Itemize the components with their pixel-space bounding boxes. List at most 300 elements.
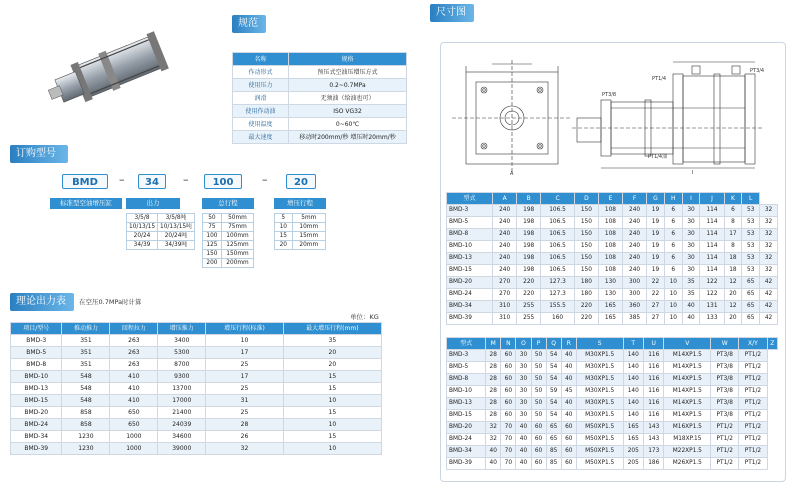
opt-code: 200 xyxy=(203,259,222,268)
dim-header: I xyxy=(682,193,700,205)
force-value: 28 xyxy=(206,419,283,431)
opt-desc: 150mm xyxy=(221,250,253,259)
dim-value: 150 xyxy=(574,253,598,265)
force-row xyxy=(11,383,382,395)
opt-desc: 3/5/8吨 xyxy=(158,214,195,223)
dim-header: A xyxy=(493,193,517,205)
dim-value: 6 xyxy=(664,265,682,277)
dim-value: 19 xyxy=(647,205,665,217)
force-value: 263 xyxy=(110,359,158,371)
dim-value: 130 xyxy=(598,277,622,289)
spec-value: ISO VG32 xyxy=(289,105,407,118)
opt-code: 5 xyxy=(275,214,293,223)
dim-value: 108 xyxy=(598,205,622,217)
spec-value: 移动时200mm/秒 增压时20mm/秒 xyxy=(289,131,407,144)
boost-options xyxy=(274,213,326,250)
dim-value: M30XP1.5 xyxy=(576,398,623,410)
dim-value: 114 xyxy=(700,205,724,217)
dim-value: 54 xyxy=(546,410,561,422)
dim-value: PT1/2 xyxy=(711,422,739,434)
dim-value: 40 xyxy=(516,446,531,458)
dim-value: 85 xyxy=(546,446,561,458)
spec-title: 规范 xyxy=(232,15,266,33)
dim-value: 32 xyxy=(760,241,778,253)
dim-value: 65 xyxy=(546,422,561,434)
dim-value: 40 xyxy=(486,446,501,458)
dim-row xyxy=(447,313,778,325)
opt-desc: 20mm xyxy=(292,241,325,250)
force-value: 15 xyxy=(283,371,381,383)
dim-row xyxy=(447,386,778,398)
dim-value: 240 xyxy=(493,217,517,229)
dim-value: 116 xyxy=(643,410,663,422)
dim-header: Z xyxy=(767,338,777,350)
opt-code: 150 xyxy=(203,250,222,259)
dim-value: 6 xyxy=(664,241,682,253)
dim-value: PT1/2 xyxy=(739,398,767,410)
dim-value: 19 xyxy=(647,229,665,241)
dim-value: 122 xyxy=(700,289,724,301)
dim-value: M30XP1.5 xyxy=(576,386,623,398)
force-model: BMD-39 xyxy=(11,443,62,455)
dim-value: 114 xyxy=(700,241,724,253)
dim-value: M26XP1.5 xyxy=(664,458,711,470)
dim-value: 28 xyxy=(486,410,501,422)
dim-value: 12 xyxy=(724,277,742,289)
order-label-series: 标准型空油增压缸 xyxy=(50,198,122,209)
dim-row xyxy=(447,398,778,410)
dim-value: 240 xyxy=(493,241,517,253)
dim-value: 116 xyxy=(643,350,663,362)
force-value: 548 xyxy=(62,395,110,407)
force-model: BMD-24 xyxy=(11,419,62,431)
dim-value: 32 xyxy=(760,265,778,277)
dim-value: 108 xyxy=(598,265,622,277)
opt-code: 20 xyxy=(275,241,293,250)
dim-value: 60 xyxy=(501,374,516,386)
dim-value: 122 xyxy=(700,277,724,289)
dim-value: 30 xyxy=(682,217,700,229)
dim-value: M14XP1.5 xyxy=(664,374,711,386)
dim-model: BMD-34 xyxy=(447,301,493,313)
dim-value: 85 xyxy=(546,458,561,470)
opt-desc: 10mm xyxy=(292,223,325,232)
dim-value: 140 xyxy=(623,398,643,410)
dim-header: Q xyxy=(546,338,561,350)
dim-value: 60 xyxy=(531,458,546,470)
opt-desc: 20/24吨 xyxy=(158,232,195,241)
spec-key: 使用温度 xyxy=(233,118,289,131)
dim-value: 240 xyxy=(493,229,517,241)
dim-value: 65 xyxy=(742,289,760,301)
dim-value: 53 xyxy=(742,229,760,241)
dim-value: 150 xyxy=(574,205,598,217)
dim-value: 30 xyxy=(682,205,700,217)
force-model: BMD-34 xyxy=(11,431,62,443)
dim-value: 6 xyxy=(664,229,682,241)
spec-row xyxy=(233,79,407,92)
force-value: 5300 xyxy=(158,347,206,359)
force-table xyxy=(10,322,382,455)
force-row xyxy=(11,431,382,443)
opt-code: 50 xyxy=(203,214,222,223)
dim-value: PT1/2 xyxy=(739,362,767,374)
order-code-force: 34 xyxy=(138,174,166,189)
dim-value: 165 xyxy=(623,422,643,434)
dim-value: 127.3 xyxy=(541,277,575,289)
dim-model: BMD-39 xyxy=(447,313,493,325)
dim-value: PT1/2 xyxy=(739,458,767,470)
dim-value: 60 xyxy=(501,350,516,362)
dim-value: PT1/2 xyxy=(739,446,767,458)
dim-value: 65 xyxy=(742,313,760,325)
dim-value: 150 xyxy=(574,241,598,253)
dim-value: 30 xyxy=(516,386,531,398)
dim-header: C xyxy=(541,193,575,205)
dim-value: 42 xyxy=(760,301,778,313)
dim-header: J xyxy=(700,193,724,205)
dim-value: 18 xyxy=(724,253,742,265)
force-value: 10 xyxy=(283,443,381,455)
dim-model: BMD-15 xyxy=(447,265,493,277)
spec-row xyxy=(233,105,407,118)
force-value: 21400 xyxy=(158,407,206,419)
dim-value: 53 xyxy=(742,205,760,217)
force-model: BMD-5 xyxy=(11,347,62,359)
force-row xyxy=(11,395,382,407)
dim-row xyxy=(447,434,778,446)
spec-value: 预压式空油压增压方式 xyxy=(289,66,407,79)
opt-code: 10/13/15 xyxy=(127,223,158,232)
order-dash: – xyxy=(119,173,125,186)
opt-code: 75 xyxy=(203,223,222,232)
dim-value: 240 xyxy=(493,265,517,277)
dim-row xyxy=(447,289,778,301)
dim-row xyxy=(447,217,778,229)
dim-value: 116 xyxy=(643,374,663,386)
force-value: 263 xyxy=(110,335,158,347)
dim-header: N xyxy=(501,338,516,350)
dim-model: BMD-39 xyxy=(447,458,486,470)
dim-header: D xyxy=(574,193,598,205)
dim-value: 165 xyxy=(598,313,622,325)
dim-value: 198 xyxy=(517,265,541,277)
dim-value: 108 xyxy=(598,217,622,229)
dim-value: 53 xyxy=(742,253,760,265)
dim-row xyxy=(447,253,778,265)
spec-row xyxy=(233,66,407,79)
dim-value: 30 xyxy=(516,374,531,386)
dim-value: 143 xyxy=(643,434,663,446)
force-row xyxy=(11,371,382,383)
dim-header: O xyxy=(516,338,531,350)
dim-value: 150 xyxy=(574,265,598,277)
cylinder-product-image xyxy=(48,26,188,126)
force-value: 1230 xyxy=(62,443,110,455)
dim-value: 255 xyxy=(517,313,541,325)
dim-value: 360 xyxy=(623,301,647,313)
dim-value: PT1/2 xyxy=(739,434,767,446)
drawing-label: PT3/4 xyxy=(750,68,765,74)
dim-value: 106.5 xyxy=(541,241,575,253)
stroke-options xyxy=(202,213,254,268)
dim-value: 385 xyxy=(623,313,647,325)
dim-value: 32 xyxy=(760,217,778,229)
dims-title: 尺寸图 xyxy=(430,4,474,22)
force-value: 8700 xyxy=(158,359,206,371)
dim-value: 30 xyxy=(516,362,531,374)
dim-value: 310 xyxy=(493,301,517,313)
order-label-boost: 增压行程 xyxy=(274,198,326,209)
dim-value: 10 xyxy=(664,301,682,313)
dim-value: 60 xyxy=(501,386,516,398)
dim-value: 65 xyxy=(742,277,760,289)
dim-header: K xyxy=(724,193,742,205)
order-code-stroke: 100 xyxy=(204,174,242,189)
dim-value: 30 xyxy=(682,265,700,277)
order-dash: – xyxy=(262,173,268,186)
opt-code: 3/5/8 xyxy=(127,214,158,223)
opt-code: 15 xyxy=(275,232,293,241)
dim-value: 106.5 xyxy=(541,217,575,229)
dim-value: 310 xyxy=(493,313,517,325)
dim-value: 106.5 xyxy=(541,253,575,265)
dim-model: BMD-8 xyxy=(447,374,486,386)
force-row xyxy=(11,419,382,431)
dim-value: 70 xyxy=(501,434,516,446)
dim-model: BMD-24 xyxy=(447,289,493,301)
dim-value: 60 xyxy=(561,422,576,434)
force-model: BMD-20 xyxy=(11,407,62,419)
dim-value: 180 xyxy=(574,277,598,289)
dim-value: PT1/2 xyxy=(711,434,739,446)
dim-value: PT1/2 xyxy=(711,458,739,470)
opt-code: 100 xyxy=(203,232,222,241)
drawing-label: PT3/8 xyxy=(602,92,617,98)
spec-header-value: 规格 xyxy=(289,53,407,66)
dim-value: 127.3 xyxy=(541,289,575,301)
dim-value: 143 xyxy=(643,422,663,434)
dim-value: 114 xyxy=(700,265,724,277)
dim-value: 30 xyxy=(516,350,531,362)
dim-row xyxy=(447,458,778,470)
drawing-label: PT1/4 xyxy=(652,76,667,82)
dim-value: 54 xyxy=(546,374,561,386)
dim-value: 50 xyxy=(531,374,546,386)
spec-row xyxy=(233,118,407,131)
dim-value: 22 xyxy=(647,289,665,301)
dim-value: 240 xyxy=(623,217,647,229)
force-header: 项目/型号 xyxy=(11,323,62,335)
dim-value: 300 xyxy=(623,277,647,289)
dim-row xyxy=(447,350,778,362)
dim-header: X/Y xyxy=(739,338,767,350)
dim-value: 54 xyxy=(546,398,561,410)
force-value: 24039 xyxy=(158,419,206,431)
dim-value: 19 xyxy=(647,265,665,277)
dim-header: F xyxy=(623,193,647,205)
dim-value: 28 xyxy=(486,374,501,386)
opt-code: 34/39 xyxy=(127,241,158,250)
force-value: 13700 xyxy=(158,383,206,395)
dim-value: 116 xyxy=(643,398,663,410)
dim-model: BMD-5 xyxy=(447,217,493,229)
dim-value: PT3/8 xyxy=(711,398,739,410)
dim-value: 6 xyxy=(664,205,682,217)
dim-value: 53 xyxy=(742,265,760,277)
dimension-table-1 xyxy=(446,192,778,325)
dim-model: BMD-34 xyxy=(447,446,486,458)
dim-value: 32 xyxy=(486,434,501,446)
dim-value: 220 xyxy=(517,289,541,301)
spec-value: 0~60℃ xyxy=(289,118,407,131)
dim-value: 106.5 xyxy=(541,265,575,277)
dim-value: 19 xyxy=(647,253,665,265)
force-model: BMD-3 xyxy=(11,335,62,347)
dim-value: M50XP1.5 xyxy=(576,434,623,446)
dim-value: 116 xyxy=(643,386,663,398)
dim-row xyxy=(447,229,778,241)
force-header: 最大增压行程(mm) xyxy=(283,323,381,335)
dim-value: 22 xyxy=(647,277,665,289)
dim-value: 40 xyxy=(486,458,501,470)
spec-key: 使用作动油 xyxy=(233,105,289,118)
dim-value: M22XP1.5 xyxy=(664,446,711,458)
dim-header: M xyxy=(486,338,501,350)
drawing-label: A xyxy=(510,171,514,176)
dimension-drawing xyxy=(452,58,772,176)
dim-value: 30 xyxy=(682,253,700,265)
dim-value: M50XP1.5 xyxy=(576,446,623,458)
dim-value: 160 xyxy=(541,313,575,325)
force-value: 26 xyxy=(206,431,283,443)
dim-value: 19 xyxy=(647,241,665,253)
dim-value: PT3/8 xyxy=(711,410,739,422)
dim-value: 30 xyxy=(682,241,700,253)
dim-model: BMD-20 xyxy=(447,422,486,434)
spec-table xyxy=(232,52,407,144)
dim-value: 53 xyxy=(742,241,760,253)
force-value: 15 xyxy=(283,407,381,419)
dim-value: 10 xyxy=(664,277,682,289)
opt-desc: 125mm xyxy=(221,241,253,250)
dim-value: 18 xyxy=(724,265,742,277)
dim-value: 50 xyxy=(531,386,546,398)
dim-value: 12 xyxy=(724,301,742,313)
force-note: 在空压0.7MPa时计算 xyxy=(79,298,142,306)
dim-value: 42 xyxy=(760,313,778,325)
dim-value: 108 xyxy=(598,253,622,265)
dim-value: PT3/8 xyxy=(711,350,739,362)
dim-header: E xyxy=(598,193,622,205)
force-value: 17 xyxy=(206,347,283,359)
dim-value: 40 xyxy=(561,374,576,386)
dim-row xyxy=(447,241,778,253)
dim-value: M50XP1.5 xyxy=(576,458,623,470)
force-value: 410 xyxy=(110,395,158,407)
dim-value: 32 xyxy=(760,229,778,241)
dim-value: 180 xyxy=(574,289,598,301)
dim-value: M30XP1.5 xyxy=(576,350,623,362)
dim-value: 20 xyxy=(724,313,742,325)
dim-model: BMD-13 xyxy=(447,253,493,265)
force-value: 35 xyxy=(283,335,381,347)
dim-header: L xyxy=(742,193,760,205)
dim-value: 10 xyxy=(664,313,682,325)
dim-value: 70 xyxy=(501,446,516,458)
force-value: 15 xyxy=(283,431,381,443)
dim-value: PT1/2 xyxy=(739,350,767,362)
dim-value: 60 xyxy=(501,398,516,410)
dim-value: 40 xyxy=(561,410,576,422)
force-header: 回程拉力 xyxy=(110,323,158,335)
dim-model: BMD-8 xyxy=(447,229,493,241)
dim-value: 30 xyxy=(516,398,531,410)
dim-value: PT1/2 xyxy=(711,446,739,458)
spec-value: 0.2~0.7MPa xyxy=(289,79,407,92)
dim-value: 60 xyxy=(501,362,516,374)
dim-header: 型式 xyxy=(447,338,486,350)
dim-value: PT1/2 xyxy=(739,386,767,398)
dim-value: 198 xyxy=(517,205,541,217)
dim-value: 240 xyxy=(623,205,647,217)
dim-value: M16XP1.5 xyxy=(664,422,711,434)
dim-value: 32 xyxy=(760,253,778,265)
force-value: 410 xyxy=(110,383,158,395)
force-value: 17 xyxy=(206,371,283,383)
force-value: 9300 xyxy=(158,371,206,383)
dim-header: W xyxy=(711,338,739,350)
dim-value: PT1/2 xyxy=(739,422,767,434)
force-value: 15 xyxy=(283,383,381,395)
opt-desc: 10/13/15吨 xyxy=(158,223,195,232)
dim-value: PT1/2 xyxy=(739,410,767,422)
dim-value: 50 xyxy=(531,410,546,422)
force-value: 1000 xyxy=(110,431,158,443)
dim-row xyxy=(447,362,778,374)
dim-value: 19 xyxy=(647,217,665,229)
dim-value: 140 xyxy=(623,362,643,374)
dim-value: M14XP1.5 xyxy=(664,350,711,362)
dim-header: U xyxy=(643,338,663,350)
force-value: 650 xyxy=(110,419,158,431)
dim-value: 240 xyxy=(493,253,517,265)
dim-value: 60 xyxy=(531,434,546,446)
drawing-label: I xyxy=(692,170,694,176)
opt-desc: 100mm xyxy=(221,232,253,241)
dim-value: 40 xyxy=(682,301,700,313)
dim-row xyxy=(447,205,778,217)
order-label-stroke: 总行程 xyxy=(202,198,254,209)
dim-row xyxy=(447,374,778,386)
force-value: 10 xyxy=(206,335,283,347)
dim-header: V xyxy=(664,338,711,350)
dim-row xyxy=(447,301,778,313)
dim-value: 140 xyxy=(623,386,643,398)
dim-value: 65 xyxy=(546,434,561,446)
order-code-series: BMD xyxy=(62,174,108,189)
dim-value: M14XP1.5 xyxy=(664,410,711,422)
dim-value: M50XP1.5 xyxy=(576,422,623,434)
dim-model: BMD-3 xyxy=(447,205,493,217)
dim-value: 6 xyxy=(664,253,682,265)
dim-header: S xyxy=(576,338,623,350)
spec-key: 最大速度 xyxy=(233,131,289,144)
dim-model: BMD-10 xyxy=(447,241,493,253)
dim-value: 60 xyxy=(561,434,576,446)
force-value: 1230 xyxy=(62,431,110,443)
opt-desc: 75mm xyxy=(221,223,253,232)
